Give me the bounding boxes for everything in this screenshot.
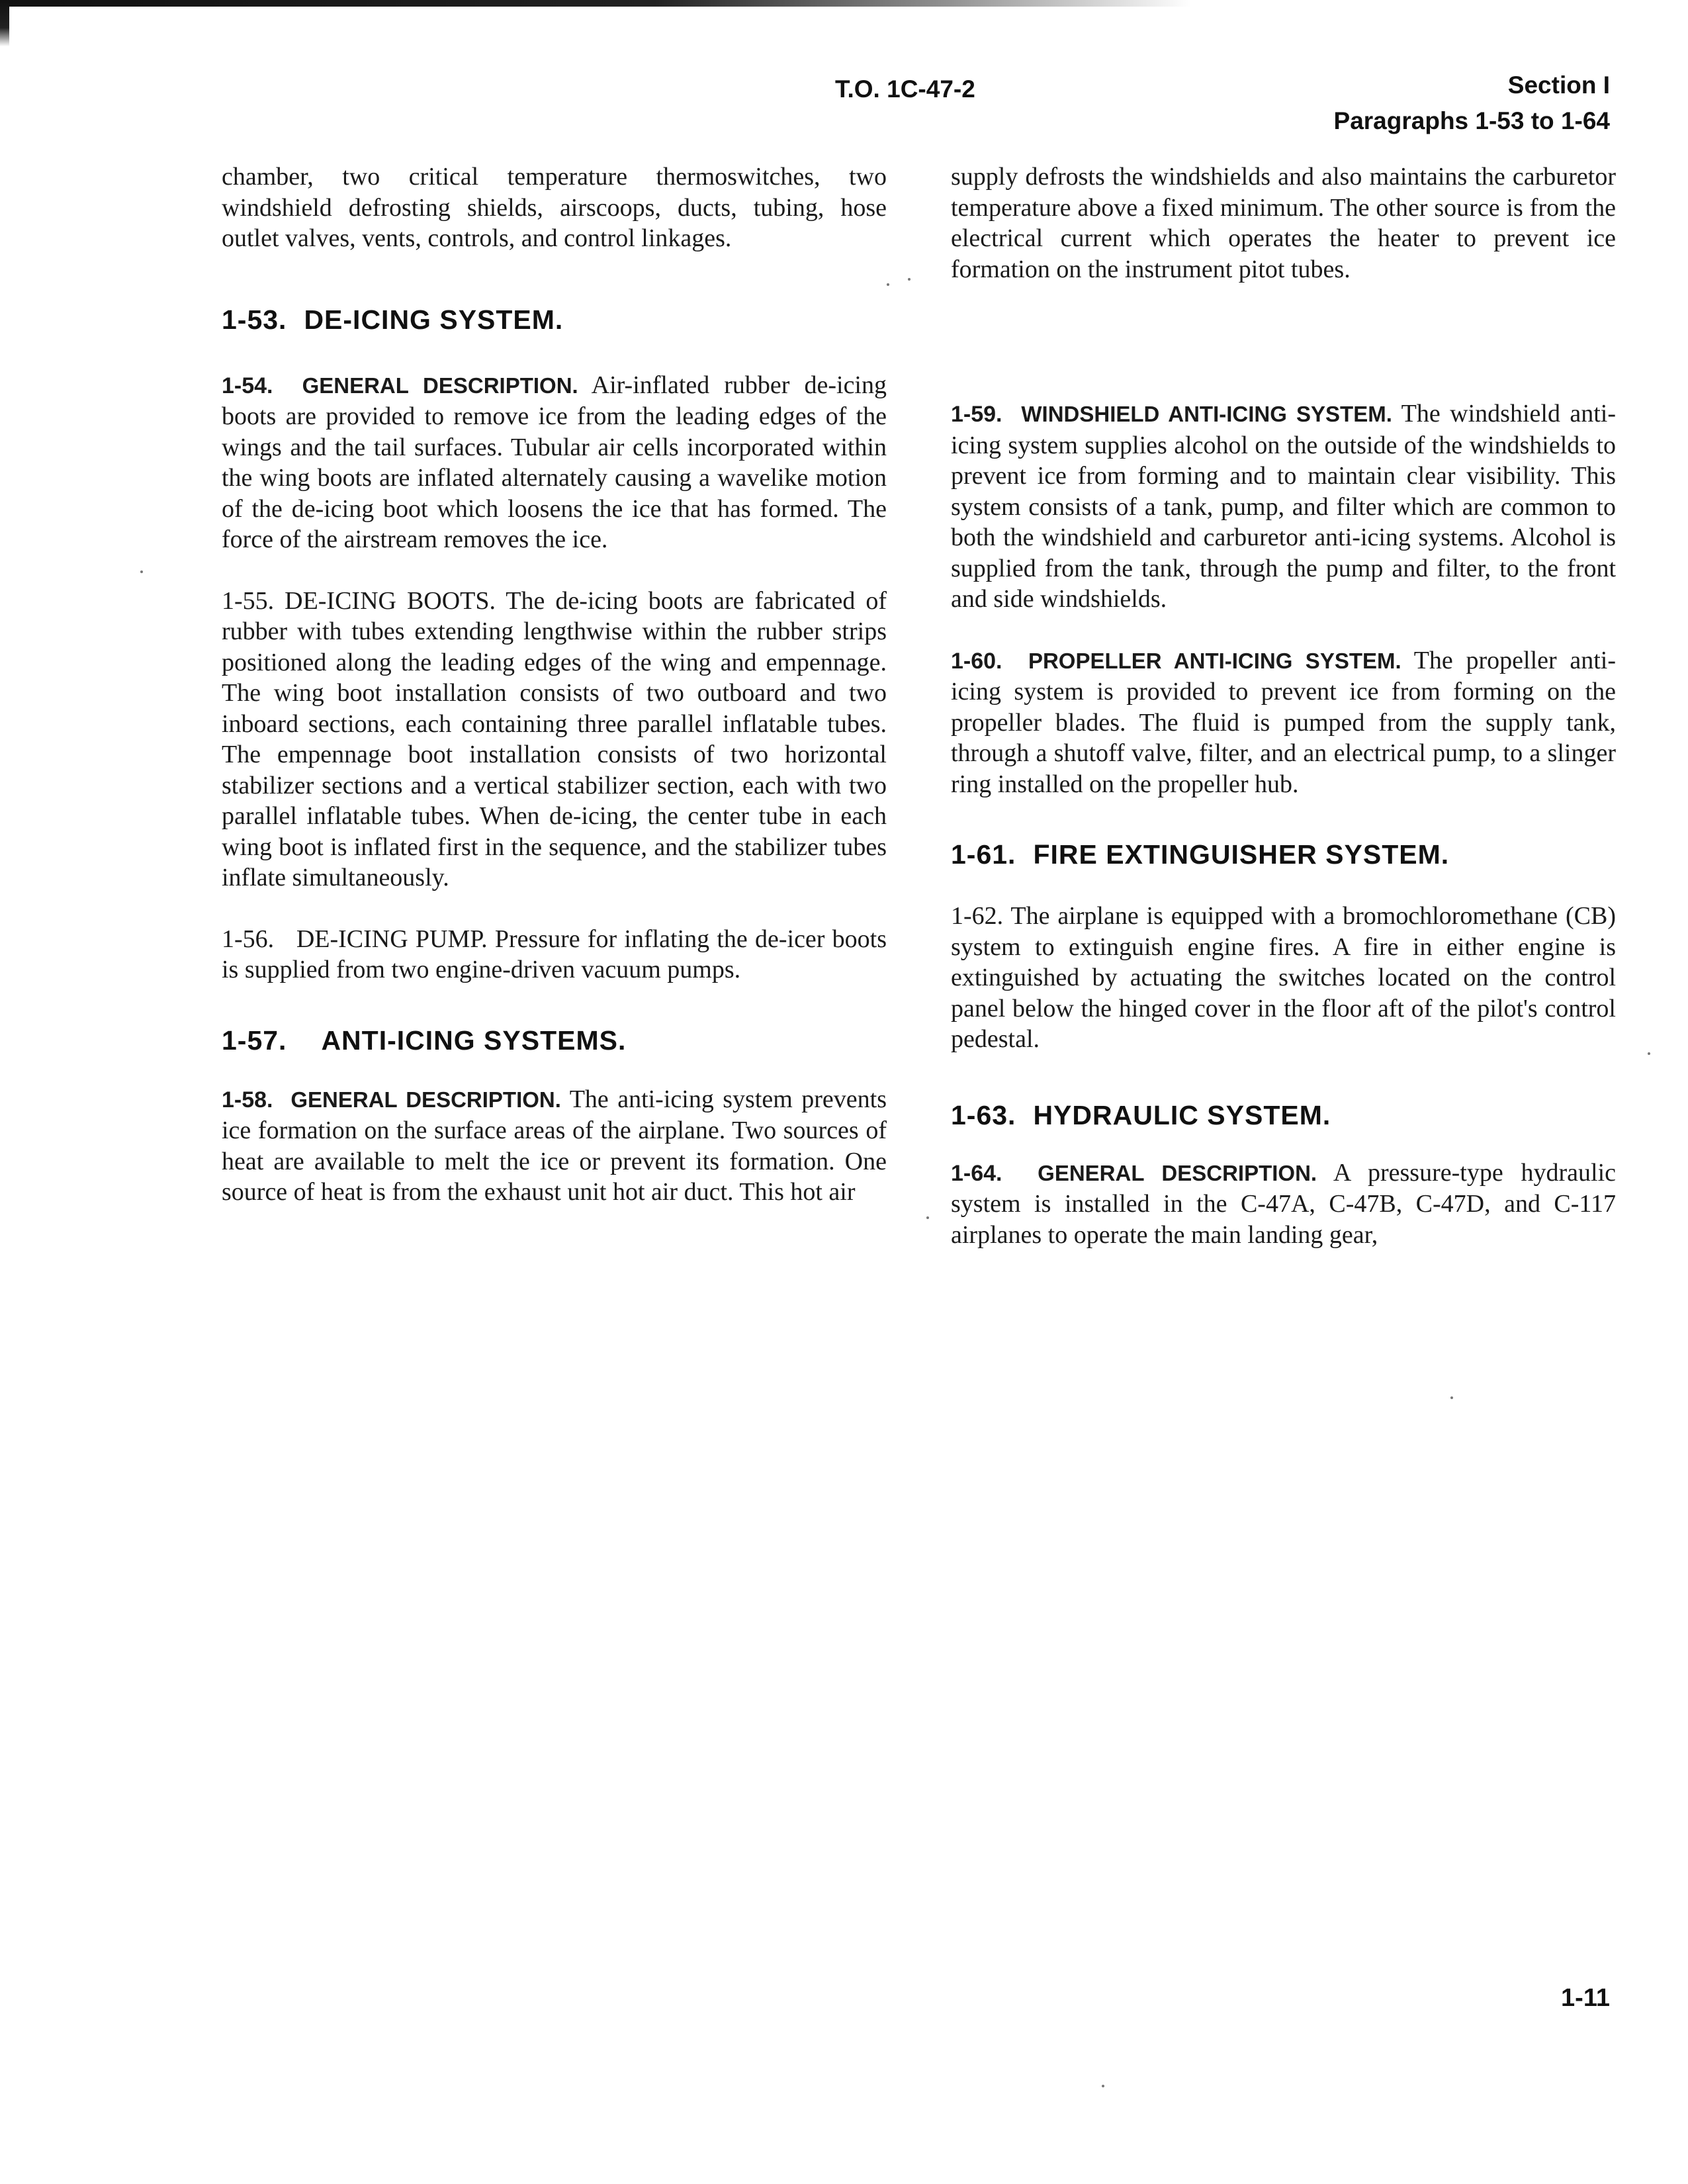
paragraph-text: Pressure for inflating the de-icer boots is supplied from two engine-driven vacuum pumps.	[222, 925, 887, 983]
section-label: Section I	[1507, 71, 1610, 99]
paragraph-text: The airplane is equipped with a bromochloromethane (CB) system to extinguish engine fires. A fire in either engine is extinguished by actuating the switches located on the control panel below the hinged cover in the floor aft of the pilot's control pedestal.	[951, 902, 1616, 1053]
paragraph-number: 1-58.	[222, 1087, 273, 1113]
heading-title: DE-ICING SYSTEM.	[304, 304, 564, 335]
scan-speck	[926, 1216, 929, 1219]
paragraph-1-62	[951, 901, 1616, 1055]
heading-number: 1-57.	[222, 1024, 287, 1056]
scan-speck	[908, 278, 911, 281]
scan-speck	[1450, 1396, 1453, 1399]
scan-speck	[887, 283, 889, 286]
paragraph-1-56	[222, 924, 887, 985]
scan-edge-top	[0, 0, 1191, 7]
paragraph-number: 1-59.	[951, 402, 1002, 427]
page-number: 1-11	[1561, 1984, 1610, 2012]
paragraph-text: The de-icing boots are fabricated of rubber with tubes extending lengthwise within the rubber strips positioned along the leading edges of the wing and empennage. The wing boot installation consists of two outboard and two inboard sections, each containing three parallel inflatable tubes. The empennage boot installation consists of two horizontal stabilizer sections and a vertical stabilizer section, each with two parallel inflatable tubes. When de-icing, the center tube in each wing boot is inflated first in the sequence, and the stabilizer tubes inflate simultaneously.	[222, 586, 887, 891]
paragraph-text: The anti-icing system prevents ice formation on the surface areas of the airplane. Two sources of heat are available to melt the ice or prevent its formation. One source of heat is from the exhaust unit hot air duct. This hot air	[222, 1085, 887, 1206]
paragraph-title: GENERAL DESCRIPTION.	[1038, 1160, 1317, 1185]
paragraph-title: DE-ICING PUMP.	[296, 925, 488, 953]
paragraph-title: GENERAL DESCRIPTION.	[302, 373, 578, 398]
right-column	[951, 161, 1616, 1250]
heading-number: 1-63.	[951, 1099, 1016, 1130]
paragraph-1-59	[951, 398, 1616, 615]
paragraph-number: 1-55.	[222, 586, 275, 615]
paragraph-number: 1-54.	[222, 373, 273, 398]
paragraph-number: 1-62.	[951, 902, 1004, 930]
heading-1-53	[222, 304, 887, 336]
paragraph-number: 1-56.	[222, 925, 275, 953]
paragraph-text: A pressure-type hydraulic system is installed in the C-47A, C-47B, C-47D, and C-117 airplanes to operate the main landing gear,	[951, 1158, 1617, 1249]
heading-title: ANTI-ICING SYSTEMS.	[321, 1024, 627, 1056]
paragraph-title: WINDSHIELD ANTI-ICING SYSTEM.	[1021, 402, 1392, 426]
heading-title: HYDRAULIC SYSTEM.	[1033, 1099, 1331, 1130]
scan-speck	[1102, 2085, 1104, 2087]
right-continuation: supply defrosts the windshields and also maintains the carburetor temperature above a fixed minimum. The other source is from the electrical current which operates the heater to prevent ice formation on the instrument pitot tubes.	[951, 163, 1616, 283]
heading-1-63	[951, 1100, 1616, 1131]
paragraph-1-64	[951, 1158, 1616, 1251]
left-continuation: chamber, two critical temperature thermoswitches, two windshield defrosting shields, airscoops, ducts, tubing, hose outlet valves, vents, controls, and control linkages.	[222, 163, 887, 252]
heading-title: FIRE EXTINGUISHER SYSTEM.	[1033, 839, 1450, 870]
heading-number: 1-61.	[951, 839, 1016, 870]
paragraph-number: 1-60.	[951, 648, 1002, 674]
scan-speck	[140, 570, 143, 573]
paragraph-1-54	[222, 370, 887, 555]
left-column	[222, 161, 887, 1208]
doc-id: T.O. 1C-47-2	[835, 75, 975, 103]
heading-1-61	[951, 839, 1616, 870]
paragraph-1-55	[222, 586, 887, 893]
paragraph-1-58	[222, 1084, 887, 1208]
paragraph-title: GENERAL DESCRIPTION.	[290, 1087, 561, 1112]
paragraph-number: 1-64.	[951, 1160, 1002, 1186]
paragraphs-range: Paragraphs 1-53 to 1-64	[1333, 107, 1610, 134]
paragraph-title: DE-ICING BOOTS.	[285, 586, 496, 615]
scan-edge-left	[0, 0, 9, 46]
heading-number: 1-53.	[222, 304, 287, 335]
heading-1-57	[222, 1025, 887, 1056]
paragraph-1-60	[951, 645, 1616, 800]
paragraph-title: PROPELLER ANTI-ICING SYSTEM.	[1028, 648, 1401, 673]
paragraph-text: The windshield anti-icing system supplies alcohol on the outside of the windshields to prevent ice from forming and to maintain clear visibility. This system consists of a tank, pump, and filter which are common to both the windshield and carburetor anti-icing systems. Alcohol is supplied from the tank, through the pump and filter, to the front and side windshields.	[951, 400, 1617, 613]
paragraph-text: Air-inflated rubber de-icing boots are provided to remove ice from the leading edges of the wings and the tail surfaces. Tubular air cells incorporated within the wing boots are inflated alternately causing a wavelike motion of the de-icing boot which loosens the ice that has formed. The force of the airstream removes the ice.	[222, 371, 887, 553]
scan-speck	[1648, 1052, 1650, 1055]
paragraph-text: The propeller anti-icing system is provided to prevent ice from forming on the propeller blades. The fluid is pumped from the supply tank, through a shutoff valve, filter, and an electrical pump, to a slinger ring installed on the propeller hub.	[951, 646, 1616, 798]
